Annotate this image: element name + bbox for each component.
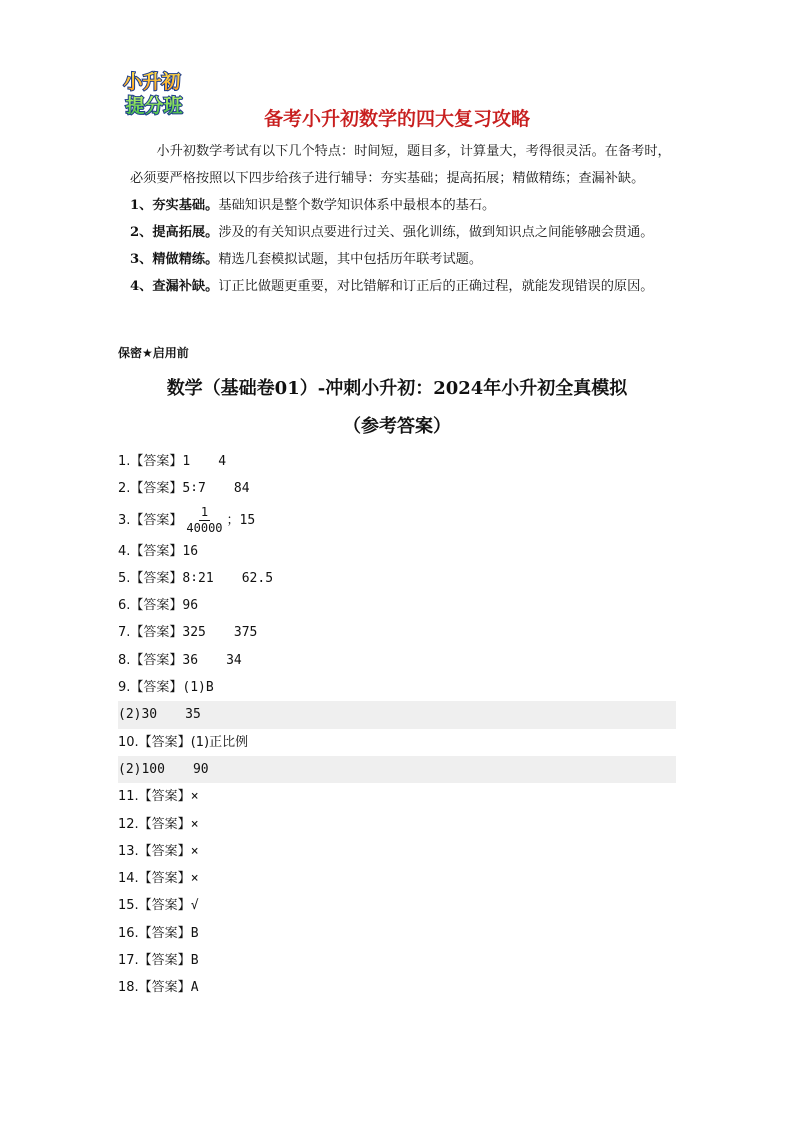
intro-section	[130, 138, 678, 300]
confidential-label: 保密★启用前	[118, 346, 189, 360]
answer-value: 90	[192, 761, 209, 777]
exam-title: 数学（基础卷01）-冲刺小升初：2024年小升初全真模拟	[166, 378, 628, 399]
fraction-denominator: 40000	[186, 520, 223, 535]
tip-3-body: 精选几套模拟试题，其中包括历年联考试题。	[218, 252, 483, 267]
tip-3	[130, 246, 678, 273]
tip-1-head: 1、夯实基础。	[130, 198, 219, 213]
answer-value: 1	[182, 454, 191, 469]
answer-label: 8.【答案】	[118, 652, 183, 668]
answer-label: 1.【答案】	[118, 454, 183, 469]
answer-row	[118, 947, 676, 974]
answer-label: 12.【答案】	[118, 816, 191, 832]
answer-row	[118, 503, 676, 538]
answer-value: 35	[185, 707, 201, 723]
answer-label: 6.【答案】	[118, 598, 183, 614]
answer-value: (1)B	[182, 680, 214, 696]
answer-value: 96	[182, 598, 199, 614]
answer-value: ×	[190, 816, 199, 832]
answer-value: ×	[190, 871, 199, 887]
answer-label: 13.【答案】	[118, 843, 191, 859]
answer-key-title: （参考答案）	[343, 416, 451, 437]
answer-value: 4	[218, 454, 227, 469]
answer-label: 11.【答案】	[118, 789, 191, 805]
tip-4	[130, 273, 678, 300]
tip-2-body: 涉及的有关知识点要进行过关、强化训练，做到知识点之间能够融会贯通。	[218, 225, 654, 240]
answer-value: 36	[182, 652, 199, 668]
answer-value: (1)正比例	[190, 734, 249, 750]
answer-row	[118, 565, 676, 592]
tip-4-head: 4、查漏补缺。	[130, 279, 219, 294]
tip-1-body: 基础知识是整个数学知识体系中最根本的基石。	[218, 198, 496, 213]
tip-2	[130, 219, 678, 246]
answer-value: A	[190, 980, 199, 996]
answer-value: (2)100	[118, 761, 165, 777]
tip-3-head: 3、精做精练。	[130, 252, 219, 267]
tip-4-body: 订正比做题更重要，对比错解和订正后的正确过程，就能发现错误的原因。	[218, 279, 654, 294]
tip-1	[130, 192, 678, 219]
answer-label: 4.【答案】	[118, 543, 183, 559]
answer-row	[118, 647, 676, 674]
answer-value: ×	[190, 843, 199, 859]
answer-list	[118, 448, 676, 1002]
answer-row	[118, 619, 676, 646]
answer-value: (2)30	[118, 707, 158, 723]
answer-value: 84	[233, 481, 250, 497]
answer-value: √	[190, 898, 199, 914]
answer-row	[118, 538, 676, 565]
answer-value: 5∶7	[182, 481, 206, 497]
answer-value: 8∶21	[182, 570, 214, 586]
logo-line1: 小升初	[123, 71, 181, 93]
answer-label: 9.【答案】	[118, 680, 183, 696]
answer-row	[118, 701, 676, 728]
answer-label: 18.【答案】	[118, 980, 191, 996]
answer-row	[118, 756, 676, 783]
answer-row	[118, 838, 676, 865]
answer-label: 2.【答案】	[118, 481, 183, 497]
answer-value: B	[190, 953, 199, 969]
answer-label: 15.【答案】	[118, 898, 191, 914]
answer-value: ×	[190, 789, 199, 805]
answer-label: 14.【答案】	[118, 871, 191, 887]
answer-row	[118, 892, 676, 919]
answer-value: 62.5	[241, 570, 274, 586]
answer-value: B	[190, 925, 199, 941]
intro-paragraph: 小升初数学考试有以下几个特点：时间短，题目多，计算量大，考得很灵活。在备考时，必须要严格按照以下四步给孩子进行辅导：夯实基础；提高拓展；精做精练；查漏补缺。	[130, 144, 671, 186]
answer-value: 16	[182, 543, 199, 559]
answer-label: 10.【答案】	[118, 734, 191, 750]
answer-value: 375	[233, 625, 258, 641]
answer-value: 34	[226, 652, 242, 668]
page-title: 备考小升初数学的四大复习攻略	[263, 108, 530, 130]
answer-row	[118, 448, 676, 475]
answer-label: 5.【答案】	[118, 570, 183, 586]
logo-line2: 提分班	[125, 95, 183, 117]
answer-separator: ；	[226, 512, 240, 528]
answer-row	[118, 974, 676, 1001]
answer-label: 3.【答案】	[118, 512, 183, 528]
answer-row	[118, 674, 676, 701]
fraction-numerator: 1	[200, 504, 209, 519]
answer-row	[118, 811, 676, 838]
answer-row	[118, 920, 676, 947]
answer-row	[118, 865, 676, 892]
answer-row	[118, 729, 676, 756]
answer-label: 17.【答案】	[118, 953, 191, 969]
answer-row	[118, 592, 676, 619]
answer-value: 325	[182, 625, 206, 641]
answer-row	[118, 475, 676, 502]
answer-row	[118, 783, 676, 810]
answer-fraction	[184, 505, 224, 536]
answer-label: 7.【答案】	[118, 625, 183, 641]
answer-label: 16.【答案】	[118, 925, 191, 941]
tip-2-head: 2、提高拓展。	[130, 225, 219, 240]
answer-value: 15	[239, 512, 256, 528]
